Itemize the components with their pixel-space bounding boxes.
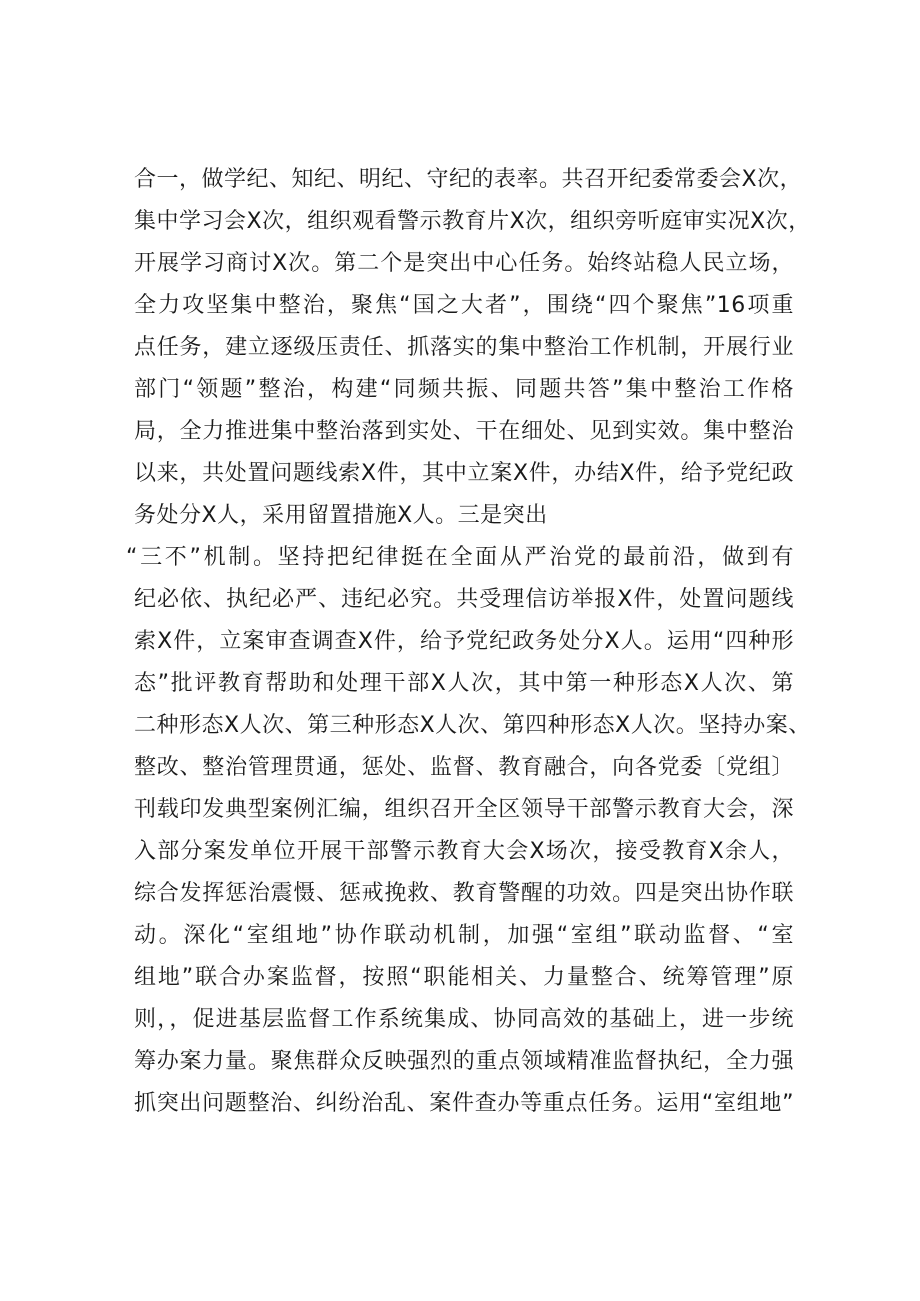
text-line-4: 全力攻坚集中整治，聚焦“国之大者”，围绕“四个聚焦”16项重 [134,293,794,318]
text-line-11: 纪必依、执纪必严、违纪必究。共受理信访举报X件，处置问题线 [134,587,794,612]
text-line-1: 合一，做学纪、知纪、明纪、守纪的表率。共召开纪委常委会X次， [134,167,803,192]
text-line-22: 筹办案力量。聚焦群众反映强烈的重点领域精准监督执纪，全力强 [134,1049,794,1074]
text-line-5: 点任务，建立逐级压责任、抓落实的集中整治工作机制，开展行业 [134,335,794,360]
text-line-10: “三不”机制。坚持把纪律挺在全面从严治党的最前沿，做到有 [126,545,794,570]
text-line-23: 抓突出问题整治、纠纷治乱、案件查办等重点任务。运用“室组地” [134,1091,794,1116]
text-line-15: 整改、整治管理贯通，惩处、监督、教育融合，向各党委〔党组〕 [134,755,794,780]
text-line-8: 以来，共处置问题线索X件，其中立案X件，办结X件，给予党纪政 [134,461,794,486]
text-line-2: 集中学习会X次，组织观看警示教育片X次，组织旁听庭审实况X次， [134,209,811,234]
text-line-6: 部门“领题”整治，构建“同频共振、同题共答”集中整治工作格 [134,377,794,402]
text-line-20: 组地”联合办案监督，按照“职能相关、力量整合、统筹管理”原 [134,965,794,990]
text-line-13: 态”批评教育帮助和处理干部X人次，其中第一种形态X人次、第 [134,671,794,696]
text-line-9: 务处分X人，采用留置措施X人。三是突出 [134,503,548,528]
text-line-7: 局，全力推进集中整治落到实处、干在细处、见到实效。集中整治 [134,419,794,444]
text-line-21: 则，，促进基层监督工作系统集成、协同高效的基础上，进一步统 [134,1007,794,1032]
text-line-3: 开展学习商讨X次。第二个是突出中心任务。始终站稳人民立场， [134,251,794,276]
text-line-18: 综合发挥惩治震慑、惩戒挽救、教育警醒的功效。四是突出协作联 [134,881,794,906]
text-line-17: 入部分案发单位开展干部警示教育大会X场次，接受教育X余人， [134,839,794,864]
text-line-14: 二种形态X人次、第三种形态X人次、第四种形态X人次。坚持办案、 [134,713,811,738]
text-line-12: 索X件，立案审查调查X件，给予党纪政务处分X人。运用“四种形 [134,629,794,654]
text-line-16: 刊载印发典型案例汇编，组织召开全区领导干部警示教育大会，深 [134,797,794,822]
text-line-19: 动。深化“室组地”协作联动机制，加强“室组”联动监督、“室 [134,923,794,948]
